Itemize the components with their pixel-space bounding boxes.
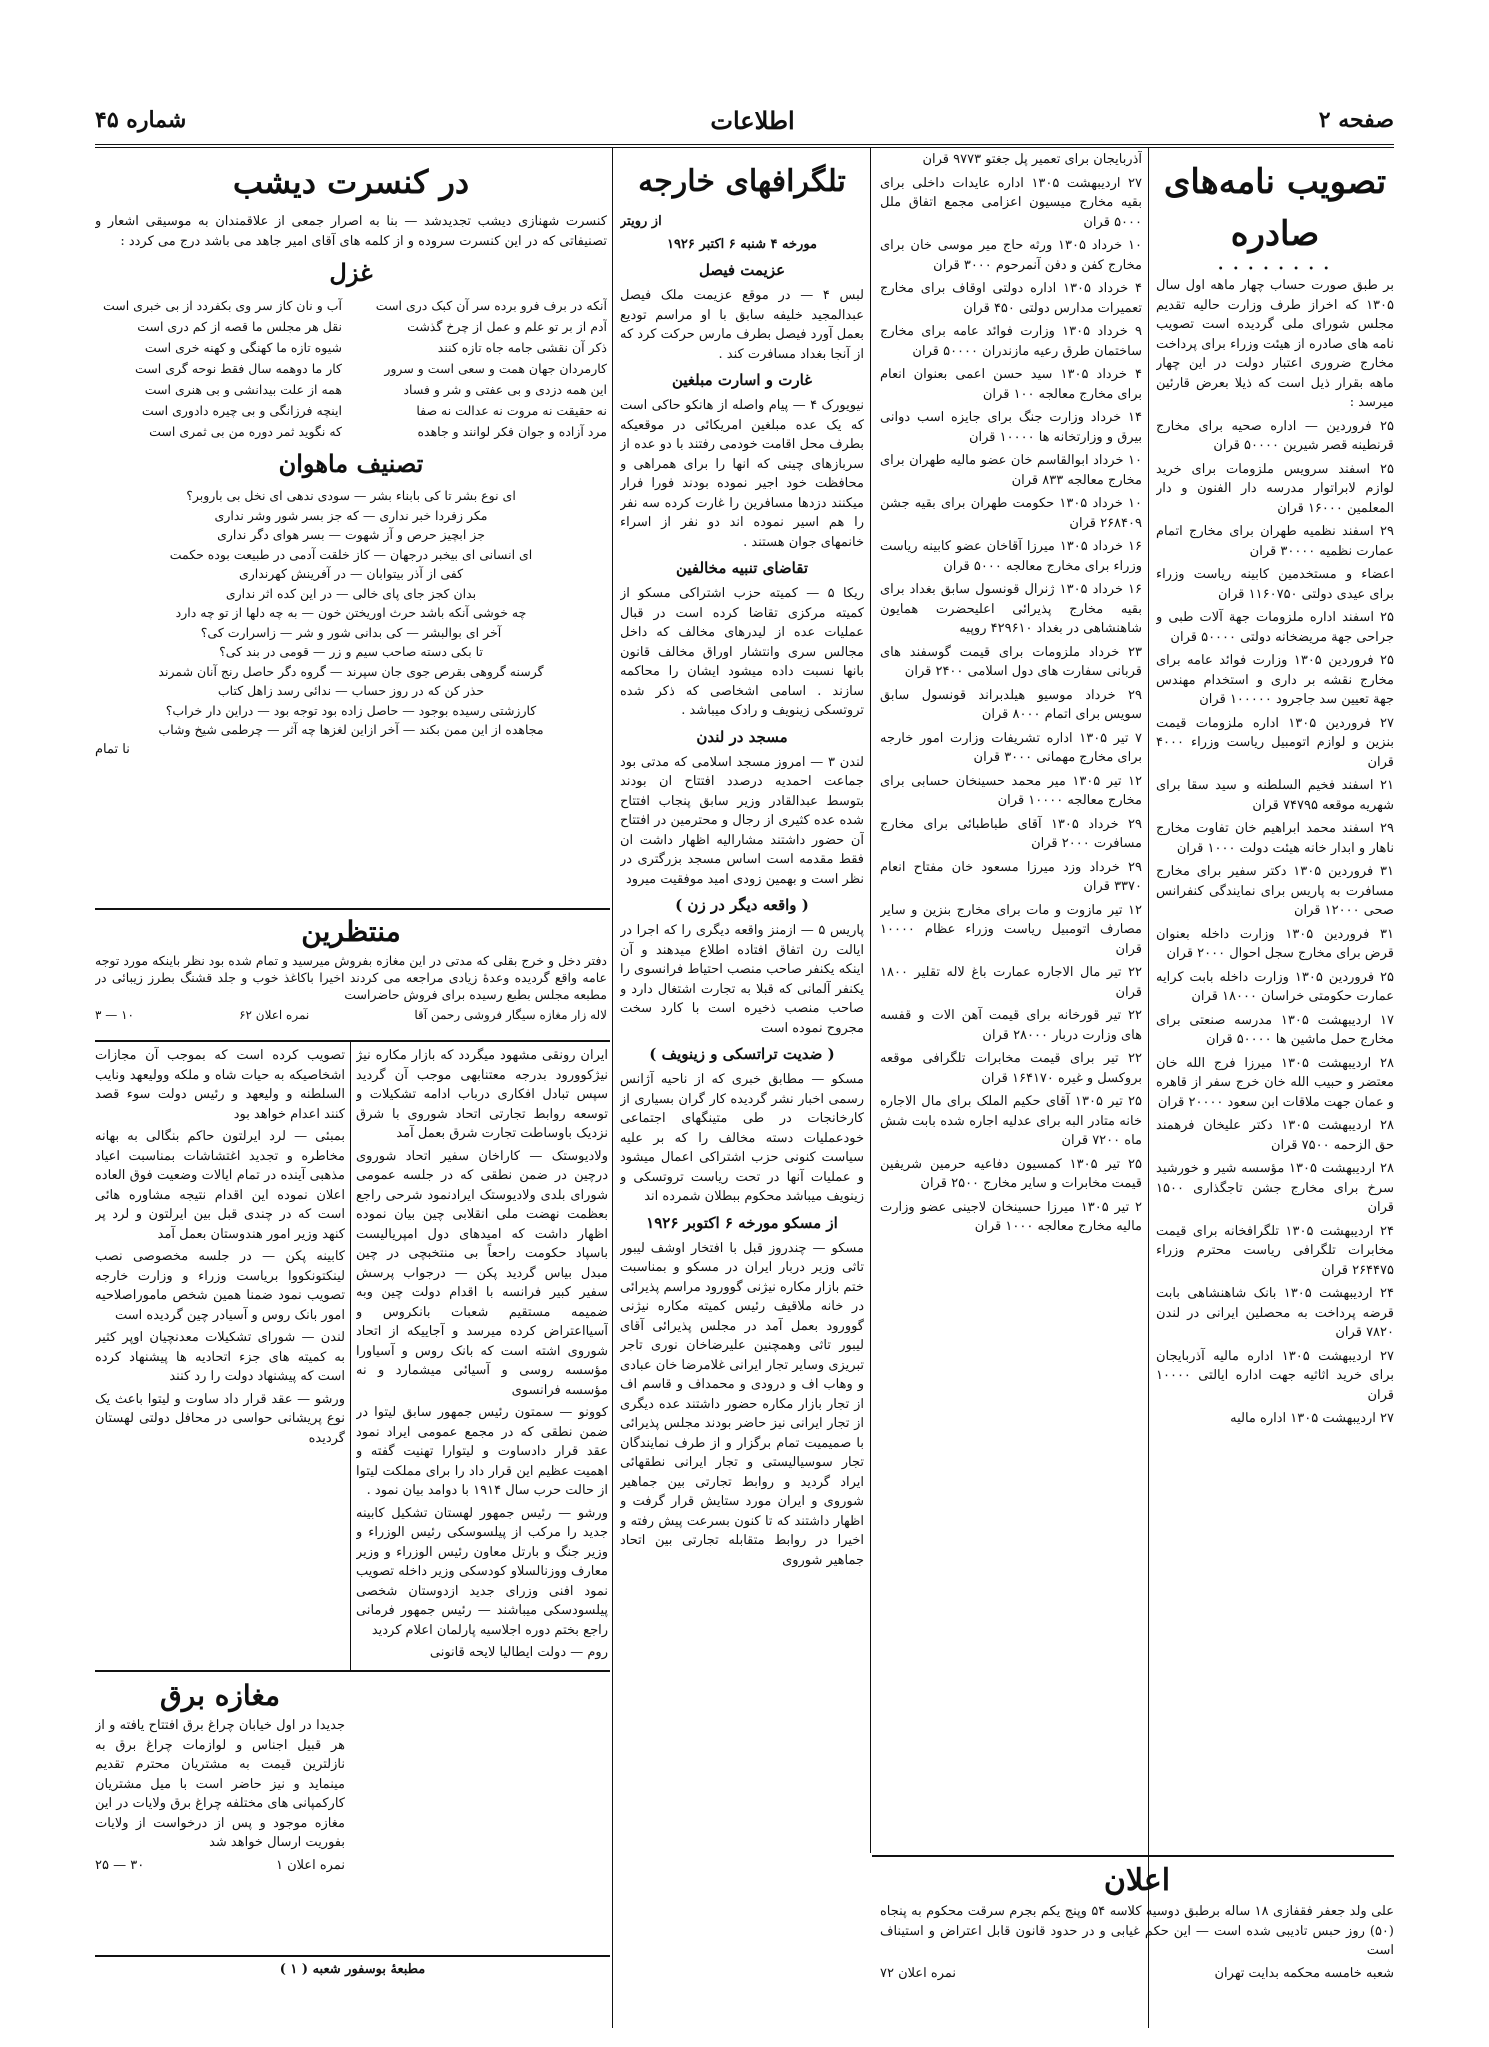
resolution-entry: ۲۱ اسفند فخیم السلطنه و سید سقا برای شهریه موقعه ۷۴۷۹۵ قران bbox=[1156, 778, 1394, 813]
ghazal-hemistich: کارمردان جهان همت و سعی است و سرور bbox=[384, 361, 607, 376]
resolution-entry: ۲۸ اردیبهشت ۱۳۰۵ مؤسسه شیر و خورشید سرخ برای مخارج جشن تاجگذاری ۱۵۰۰ قران bbox=[1156, 1161, 1394, 1215]
shop-ad-number: نمره اعلان ۱ bbox=[275, 1857, 345, 1873]
shop-title: مغازه برق bbox=[160, 1679, 280, 1712]
telegram-text: پاریس ۵ — ازمنز واقعه دیگری را که اجرا در ایالت رن اتفاق افتاده اطلاع میدهند و آن اینکه یکنفر صاحب منصب احتیاط فرانسوی را یکنفر آلمانی که قبلا به تجارت اشتغال دارد و صاحب منصب ذخیره است با کارد سخت مجروح نموده است bbox=[620, 923, 864, 1036]
resolution-entry: ۹ خرداد ۱۳۰۵ وزارت فوائد عامه برای مخارج ساختمان طرق رعیه مازندران ۵۰۰۰۰ قران bbox=[880, 324, 1142, 359]
tasnif-line: تا بکی دسته صاحب سیم و زر — قومی در بند کی؟ bbox=[219, 644, 483, 659]
telegram-text: نیویورک ۴ — پیام واصله از هانکو حاکی است که یک عده مبلغین امریکائی در موقعیکه بطرف محل اقامت خودمی رفتند با دو عده از سربازهای چینی که انها را برای همراهی و محافظت خود اجیر نموده بودند فورا فرار میکنند دزدها مسافرین را غارت کرده سه نفر را هم اسیر نموده اند دو نفر از اسراء خانمهای جوان هستند . bbox=[620, 398, 864, 550]
tasnif-line: آخر ای بوالبشر — کی بدانی شور و شر — زاسرارت کی؟ bbox=[200, 624, 502, 640]
column-resolutions-continued bbox=[880, 150, 1142, 1850]
section-rule bbox=[95, 1040, 610, 1042]
telegram-text: مسکو — مطابق خبری که از ناحیه آژانس رسمی اخبار نشر گردیده کار گران بسیاری از کارخانجات در طی متینگهای اجتماعی خودعملیات دسته مخالف را که بر علیه سیاست کنونی حزب اشتراکی اعمال میشود و عملیات آنها در تحت ریاست تروتسکی و زینویف میباشد محکوم ببطلان شمرده اند bbox=[620, 1072, 864, 1204]
resolution-entry: ۲۷ اردیبهشت ۱۳۰۵ اداره مالیه آذربایجان برای خرید اثاثیه جهت اداره ایالتی ۱۰۰۰۰ قران bbox=[1156, 1348, 1394, 1403]
resolution-entry: ۲۲ تیر برای قیمت مخابرات تلگرافی موقعه بروکسل و غیره ۱۶۴۱۷۰ قران bbox=[880, 1051, 1142, 1086]
ghazal-hemistich: مرد آزاده و جوان فکر لوانند و جاهده bbox=[417, 424, 607, 439]
news-paragraph: کوونو — سمتون رئیس جمهور سابق لیتوا در ضمن نطقی که در مجمع عمومی ایراد نمود عقد قرار دادساوت و لیتوارا تهنیت گفته و اهمیت عظیم این قرار داد را برای مملکت لیتوا از حالت حرب سال ۱۹۱۴ با دوامد بیان نمود . bbox=[356, 1405, 608, 1498]
resolution-entry: ۲۹ خرداد ۱۳۰۵ آقای طباطبائی برای مخارج مسافرت ۲۰۰۰ قران bbox=[880, 816, 1142, 851]
waiting-shop: لاله زار مغازه سیگار فروشی رحمن آقا bbox=[414, 1008, 607, 1022]
telegram-text: ریکا ۵ — کمیته حزب اشتراکی مسکو از کمیته مرکزی تقاضا کرده است در قبال عملیات عده از لیدرهای مخالف که داخل مجالس سری وانتشار اوراق مخالف قانون بانها نسبت داده میشود ایشان را محاکمه سازند . اسامی اشخاصی که ذکر شده تروتسکی زینویف و رادک میباشد . bbox=[620, 586, 864, 718]
resolution-entry: ۱۷ اردیبهشت ۱۳۰۵ مدرسه صنعتی برای مخارج حمل ماشین ها ۵۰۰۰۰ قران bbox=[1156, 1012, 1394, 1047]
telegrams-title: تلگرافهای خارجه bbox=[638, 164, 846, 199]
court-notice bbox=[880, 1860, 1394, 1990]
resolution-entry: ۱۰ خرداد ۱۳۰۵ ورثه حاج میر موسی خان برای مخارج کفن و دفن آنمرحوم ۳۰۰۰ قران bbox=[880, 238, 1142, 273]
column-news-continued bbox=[356, 1046, 608, 1956]
telegram-heading: ( ضدیت تراتسکی و زینویف ) bbox=[649, 1045, 835, 1063]
shop-text: جدیدا در اول خیابان چراغ برق افتتاح یافته و از هر قبیل اجناس و لوازمات چراغ برق به نازلترین قیمت به مشتریان محترم تقدیم مینماید و نیز حاضر است با میل مشتریان کارکمپانی های مختلفه چراغ برق ولایات در این مغازه موجود و پس از درخواست از ولایات بفوریت ارسال خواهد شد bbox=[95, 1718, 345, 1850]
resolution-entry: ۱۴ خرداد وزارت جنگ برای جایزه اسب دوانی بیرق و وزارتخانه ها ۱۰۰۰۰ قران bbox=[880, 410, 1142, 445]
waiting-ad bbox=[95, 912, 607, 1036]
telegram-heading: غارت و اسارت مبلغین bbox=[671, 371, 813, 389]
ghazal-hemistich: آب و نان کاز سر وی بکفردد از بی خبری است bbox=[102, 298, 342, 313]
resolution-entry: ۲۴ اردیبهشت ۱۳۰۵ بانک شاهنشاهی بابت قرضه پرداخت به محصلین ایرانی در لندن ۷۸۲۰ قران bbox=[1156, 1286, 1394, 1340]
column-concert bbox=[95, 150, 607, 902]
ghazal-hemistich: آنکه در برف فرو برده سر آن کبک دری است bbox=[375, 298, 607, 313]
resolution-entry: ۷ تیر ۱۳۰۵ اداره تشریفات وزارت امور خارجه برای مخارج مهمانی ۳۰۰۰ قران bbox=[880, 730, 1142, 765]
ghazal-hemistich: کار ما دوهمه سال فقط نوحه گری است bbox=[135, 361, 342, 376]
resolution-entry: ۱۶ خرداد ۱۳۰۵ ژنرال قونسول سابق بغداد برای بقیه مخارج پذیرائی اعلیحضرت همایون شاهنشاهی در بغداد ۴۲۹۶۱۰ روپیه bbox=[880, 582, 1142, 636]
waiting-title: منتظرین bbox=[301, 915, 401, 948]
news-paragraph: کابینه پکن — در جلسه مخصوصی نصب لینکتونکووا بریاست وزراء و وزارت خارجه تصویب نمود ضمنا همین شخص ماموراصلاحیه امور بانک روس و آسیادر چین گردیده است bbox=[95, 1249, 345, 1323]
telegram-source: از رویتر bbox=[620, 214, 662, 229]
resolution-entry: ۳۱ فروردین ۱۳۰۵ دکتر سفیر برای مخارج مسافرت به پاریس برای نمایندگی کنفرانس صحی ۱۲۰۰۰ قران bbox=[1156, 864, 1394, 918]
tasnif-lines bbox=[95, 486, 607, 740]
resolution-entry: ۴ خرداد ۱۳۰۵ سید حسن اعمی بعنوان انعام برای مخارج معالجه ۱۰۰ قران bbox=[880, 367, 1142, 402]
resolution-entry: بر طبق صورت حساب چهار ماهه اول سال ۱۳۰۵ که اخراز طرف وزارت حالیه تقدیم مجلس شورای ملی گردیده است تصویب نامه های صادره از هیئت وزراء برای پرداخت مخارج ضروری اعتبار دولت در این چهار ماهه بقرار ذیل است که ذیلا بعرض قارئین میرسد : bbox=[1156, 278, 1394, 410]
telegram-heading: ( واقعه دیگر در زن ) bbox=[675, 896, 809, 914]
news-paragraph: ولادیوستک — کاراخان سفیر اتحاد شوروی درچین در ضمن نطقی که در جلسه عمومی شورای بلدی ولادیوستک ایرادنمود شرحی راجع بعظمت نهضت ملی انقلابی چین بیان نموده اظهار داشت که امیدهای دول امپریالیست باسپاد حکومت راحعاً بی منتخبچی در چین مبدل بیاس گردید پکن — درجواب پرسش سفیر کبیر فرانسه با اقدام دولت چین وبه ضمیمه مستقیم شعبات بانکروس و آسیااعتراض کرده میرسد و آجاییکه از اتحاد شوروی اشته است که بانک روس و آسیاورا مؤسسه روسی و آسیائی میشمارد و نه مؤسسه فرانسوی bbox=[356, 1148, 608, 1398]
waiting-ad-number: نمره اعلان ۶۲ bbox=[239, 1008, 310, 1022]
resolution-entry: آذربایجان برای تعمیر پل جغتو ۹۷۷۳ قران bbox=[922, 152, 1142, 167]
resolution-entry: ۱۶ خرداد ۱۳۰۵ میرزا آقاخان عضو کابینه ریاست وزراء برای مخارج معالجه ۵۰۰۰ قران bbox=[880, 539, 1142, 574]
news-paragraph: روم — دولت ایطالیا لایحه قانونی bbox=[429, 1645, 608, 1660]
telegram-heading: تقاضای تنبیه مخالفین bbox=[675, 559, 808, 577]
ghazal-poem bbox=[95, 295, 607, 442]
resolution-entry: ۲۷ اردیبهشت ۱۳۰۵ اداره مالیه bbox=[1230, 1411, 1394, 1426]
notice-signature: شعبه خامسه محکمه بدایت تهران bbox=[1214, 1965, 1394, 1981]
resolution-entry: ۲۵ تیر ۱۳۰۵ کمسیون دفاعیه حرمین شریفین قیمت مخابرات و سایر مخارج ۲۵۰۰ قران bbox=[880, 1156, 1142, 1191]
resolution-entry: ۲۹ خرداد وزد میرزا مسعود خان مفتاح انعام ۳۳۷۰ قران bbox=[880, 859, 1142, 894]
telegram-heading: از مسکو مورخه ۶ اکتوبر ۱۹۲۶ bbox=[646, 1213, 838, 1232]
tasnif-line: کفی از آذر بیتوابان — در آفرینش کهرنداری bbox=[238, 566, 464, 581]
tasnif-line: بدان کجز جای پای خالی — در این کده اثر نداری bbox=[225, 585, 477, 601]
ghazal-heading: غزل bbox=[329, 258, 373, 287]
to-be-continued: نا تمام bbox=[95, 741, 130, 757]
news-paragraph: ورشو — رئیس جمهور لهستان تشکیل کابینه جدید را مرکب از پیلسوسکی رئیس الوزراء و وزیر جنگ و بارتل معاون رئیس الوزراء و وزیر معارف ووزنالسلاو کودسکی وزیر داخله تصویب نمود افنی وزرای جدید ازدوستان شخصی پیلسودسکی میباشند — رئیس جمهور فرمانی راجع بختم دوره اجلاسیه پارلمان اعلام کردید bbox=[356, 1505, 608, 1638]
newspaper-name: اطلاعات bbox=[710, 105, 795, 135]
news-paragraph: لندن — شورای تشکیلات معدنچیان اوپر کثیر به کمیته های جزء اتحادیه ها پیشنهاد کرده است که پیشنهاد دولت را رد کنند bbox=[95, 1330, 345, 1384]
tasnif-line: گرسنه گروهی بقرص جوی جان سپرند — گروه دگر حاصل رنج آنان شمرند bbox=[158, 663, 544, 679]
news-paragraph: ورشو — عقد قرار داد ساوت و لیتوا باعث یک نوع پریشانی حواسی در محافل دولتی لهستان گردیده bbox=[95, 1391, 345, 1446]
notice-ad-number: نمره اعلان ۷۲ bbox=[880, 1965, 957, 1981]
tasnif-line: چه خوشی آنکه باشد حرث اوریختن خون — به چه دلها از تو چه دارد bbox=[175, 605, 527, 620]
ghazal-hemistich: ذکر آن نقشی جامه جاه تازه کنند bbox=[437, 340, 607, 355]
waiting-ad-range: ۱۰ — ۳ bbox=[95, 1008, 134, 1022]
waiting-text: دفتر دخل و خرج بقلی که مدتی در این مغازه بفروش میرسید و تمام شده بود نظر باینکه مورد توجه عامه واقع گردیده وعدۀ زیادی مراجعه می کردند اخیرا باکاغذ خوب و جلد قشنگ بطرز زیبائی در مطبعه مجلس بطبع رسیده برای فروش حاضراست bbox=[95, 953, 607, 1002]
telegram-text: لبس ۴ — در موقع عزیمت ملک فیصل عبدالمجید خلیفه سابق با او مراسم تودیع بعمل آورد فیصل بطرف مارس حرکت کرد که از آنجا بغداد مسافرت کند . bbox=[620, 288, 864, 362]
column-news-more bbox=[95, 1046, 345, 1666]
resolution-entry: ۲۲ تیر قورخانه برای قیمت آهن الات و قفسه های وزارت دربار ۲۸۰۰۰ قران bbox=[880, 1008, 1142, 1043]
resolution-entry: ۲۷ فروردین ۱۳۰۵ اداره ملزومات قیمت بنزین و لوازم اتومبیل ریاست وزراء ۴۰۰۰ قران bbox=[1156, 715, 1394, 770]
ghazal-hemistich: که نگوید ثمر دوره من بی ثمری است bbox=[149, 424, 342, 439]
resolution-entry: ۲۵ فروردین ۱۳۰۵ وزارت داخله بابت کرایه عمارت حکومتی خراسان ۱۸۰۰۰ قران bbox=[1156, 969, 1394, 1004]
notice-title: اعلان bbox=[1103, 1863, 1171, 1898]
resolution-entry: ۲۵ فروردین ۱۳۰۵ وزارت فوائد عامه برای مخارج نقشه بر داری و استخدام مهندس جهة تعیین سد جاجرود ۱۰۰۰۰۰ قران bbox=[1156, 653, 1394, 707]
resolution-entry: ۲۹ اسفند نظمیه طهران برای مخارج اتمام عمارت نظمیه ۳۰۰۰۰ قران bbox=[1156, 524, 1394, 559]
section-rule bbox=[95, 908, 610, 910]
tasnif-line: مجاهده از این ممن بکند — آخر ازاین لغزها چه آثر — چرطمی شیخ وشاب bbox=[158, 722, 544, 737]
ghazal-hemistich: آدم از بر تو علم و عمل از چرخ گذشت bbox=[407, 319, 607, 334]
resolution-entry: ۲۳ خرداد ملزومات برای قیمت گوسفند های قربانی سفارت های دول اسلامی ۲۴۰۰ قران bbox=[880, 644, 1142, 679]
resolution-entry: اعضاء و مستخدمین کابینه ریاست وزراء برای عیدی دولتی ۱۱۶۰۷۵۰ قران bbox=[1156, 567, 1394, 602]
telegram-text: لندن ۳ — امروز مسجد اسلامی که مدتی بود جماعت احمدیه درصدد افتتاح ان بودند بتوسط عبدالقادر وزیر سابق پنجاب افتتاح شده عده کثیری از رجال و محترمین در افتتاح آن حضور داشتند مشارالیه اظهار داشت ان فقط مقدمه است اساس مسجد بزرگتری در نظر است و بهمین زودی امید موفقیت میرود bbox=[620, 754, 864, 887]
resolution-entry: ۲ تیر ۱۳۰۵ میرزا حسینخان لاجینی عضو وزارت مالیه مخارج معالجه ۱۰۰۰ قران bbox=[880, 1199, 1142, 1234]
resolution-entry: ۱۰ خرداد ۱۳۰۵ حکومت طهران برای بقیه جشن ۲۶۸۴۰۹ قران bbox=[880, 496, 1142, 531]
tasnif-line: حذر کن که در روز حساب — ندائی رسد زاهل کتاب bbox=[217, 683, 485, 698]
resolution-entry: ۴ خرداد ۱۳۰۵ اداره دولتی اوقاف برای مخارج تعمیرات مدارس دولتی ۴۵۰ قران bbox=[880, 281, 1142, 316]
column-rule bbox=[350, 1040, 351, 1670]
shop-ad-range: ۳۰ — ۲۵ bbox=[95, 1857, 145, 1873]
concert-title: در کنسرت دیشب bbox=[232, 163, 470, 201]
resolution-entry: ۲۹ خرداد موسیو هیلدبراند قونسول سابق سویس برای اتمام ۸۰۰۰ قران bbox=[880, 687, 1142, 722]
resolution-entry: ۲۷ اردیبهشت ۱۳۰۵ اداره عایدات داخلی برای بقیه مخارج میسیون اعزامی مجمع اتفاق ملل ۵۰۰۰ قران bbox=[880, 175, 1142, 230]
column-foreign-telegrams bbox=[620, 150, 864, 2030]
telegram-heading: عزیمت فیصل bbox=[698, 261, 786, 279]
resolution-entry: ۲۵ اسفند سرویس ملزومات برای خرید لوازم لابراتوار مدرسه دار الفنون و دار المعلمین ۱۶۰۰۰ قران bbox=[1156, 461, 1394, 516]
ghazal-hemistich: اینچه فرزانگی و بی چیره دادوری است bbox=[141, 403, 342, 418]
resolution-entry: ۳۱ فروردین ۱۳۰۵ وزارت داخله بعنوان قرض برای مخارج سجل احوال ۲۰۰۰ قران bbox=[1156, 926, 1394, 961]
resolution-entry: ۲۵ تیر ۱۳۰۵ آقای حکیم الملک برای مال الاجاره خانه متادر البه برای عدلیه اجاره شده بابت شش ماه ۷۲۰۰ قران bbox=[880, 1094, 1142, 1148]
ghazal-hemistich: نه حقیقت نه مروت نه عدالت نه صفا bbox=[416, 403, 607, 418]
column-rule bbox=[1148, 148, 1149, 2028]
column-rule bbox=[612, 148, 613, 2028]
notice-text: علی ولد جعفر فقفازی ۱۸ ساله برطبق دوسیه کلاسه ۵۴ وپنج یکم بجرم سرقت محکوم به پنجاه (۵۰) روز حبس تادیبی شده است — این حکم غیابی و در حدود قانون قابل اعتراض و استیناف است bbox=[880, 1904, 1394, 1958]
telegram-date: مورخه ۴ شنبه ۶ اکتبر ۱۹۲۶ bbox=[666, 236, 818, 252]
concert-intro: کنسرت شهنازی دیشب تجدیدشد — بنا به اصرار جمعی از علاقمندان به موسیقی اشعار و تصنیفاتی که در این کنسرت سروده و از کلمه های آقای امیر جاهد می باشد درج می کردد : bbox=[95, 214, 607, 249]
issue-number: شماره ۴۵ bbox=[95, 107, 187, 133]
tasnif-line: ای نوع بشر تا کی بابناء بشر — سودی ندهی ای نخل بی باروبر؟ bbox=[186, 488, 516, 503]
ghazal-hemistich: همه از علت بیدانشی و بی هنری است bbox=[144, 382, 342, 397]
ghazal-hemistich: شیوه تازه ما کهنگی و کهنه خری است bbox=[144, 340, 342, 355]
tasnif-line: ای انسانی ای بیخبر درجهان — کاز خلقت آدمی در طبیعت بوده حکمت bbox=[169, 546, 533, 562]
resolution-entry: ۲۵ فروردین — اداره صحیه برای مخارج قرنطینه قصر شیرین ۵۰۰۰۰ قران bbox=[1156, 418, 1394, 453]
electric-shop-ad bbox=[95, 1676, 345, 1952]
resolutions-title: تصویب نامه‌های صادره bbox=[1163, 162, 1387, 254]
resolution-entry: ۲۲ تیر مال الاجاره عمارت باغ لاله تقلیر ۱۸۰۰ قران bbox=[880, 965, 1142, 1000]
tasnif-line: مکر زفردا خبر نداری — که جز بسر شور وشر نداری bbox=[214, 507, 488, 523]
news-paragraph: ایران رونقی مشهود میگردد که بازار مکاره نیژ نیژکوورود بدرجه معتنابهی موجب آن گردید سپس تبادل افکاری درباب ادامه تشکیلات و توسعه روابط تجارتی اتحاد شوروی با شرق نزدیک باوساطت تجارت شرق بعمل آمد bbox=[356, 1048, 608, 1141]
resolution-entry: ۲۹ اسفند محمد ابراهیم خان تفاوت مخارج ناهار و ابدار خانه هیئت دولت ۱۰۰۰ قران bbox=[1156, 821, 1394, 856]
column-rule bbox=[870, 148, 871, 1853]
page-number: صفحه ۲ bbox=[1318, 107, 1394, 133]
tasnif-heading: تصنیف ماهوان bbox=[278, 449, 424, 478]
resolution-entry: ۲۴ اردیبهشت ۱۳۰۵ تلگرافخانه برای قیمت مخابرات تلگرافی ریاست محترم وزراء ۲۶۴۴۷۵ قران bbox=[1156, 1223, 1394, 1278]
ghazal-hemistich: این همه دزدی و بی عفتی و شر و فساد bbox=[403, 382, 607, 397]
title-ornament: • • • • • • • • bbox=[1217, 264, 1333, 275]
column-resolutions bbox=[1156, 150, 1394, 1855]
tasnif-line: کارزشتی رسیده بوجود — حاصل زاده بود توجه بود — دراین دار خراب؟ bbox=[165, 702, 537, 718]
page-header bbox=[95, 96, 1394, 148]
resolution-entry: ۱۲ تیر مازوت و مات برای مخارج بنزین و سایر مصارف اتومبیل ریاست وزراء عظام ۱۰۰۰۰ قران bbox=[880, 902, 1142, 957]
section-rule bbox=[872, 1855, 1394, 1857]
tasnif-line: جز ابچیز حرص و آز شهوت — بسر هوای دگر نداری bbox=[217, 527, 485, 542]
telegram-heading: مسجد در لندن bbox=[696, 727, 788, 746]
resolution-entry: ۲۸ اردیبهشت ۱۳۰۵ میرزا فرج الله خان معتضر و حبیب الله خان خرج سفر از قاهره و عمان جهت ملاقات ابن سعود ۲۰۰۰۰ قران bbox=[1156, 1055, 1394, 1110]
ghazal-hemistich: نقل هر مجلس ما قصه از کم دری است bbox=[137, 319, 342, 334]
resolution-entry: ۱۰ خرداد ابوالقاسم خان عضو مالیه طهران برای مخارج معالجه ۸۳۳ قران bbox=[880, 453, 1142, 488]
resolution-entry: ۱۲ تیر ۱۳۰۵ میر محمد حسینخان حسابی برای مخارج معالجه ۱۰۰۰۰ قران bbox=[880, 773, 1142, 808]
printer-footer: مطبعۀ بوسفور شعبه ( ۱ ) bbox=[279, 1962, 426, 1977]
resolution-entry: ۲۵ اسفند اداره ملزومات جهة آلات طبی و جراحی جهة مریضخانه دولتی ۵۰۰۰۰ قران bbox=[1156, 610, 1394, 645]
telegram-text: مسکو — چندروز قبل با افتخار اوشف لیبور تاثی وزیر دربار ایران در مسکو و بمناسبت ختم بازار مکاره نیژنی گوورود مراسم پذیرائی در خانه ملاقیف رئیس کمیته مکاره نیژنی گوورود بعمل آمد در مجلس پذیرائی آقای لیبور تاثی وهمچنین علیرضاخان نوری تاجر تبریزی وسایر تجار ایرانی غلامرضا خان عبادی و وهاب اف و درودی و محمداف و قاسم اف از تجار بازار مکاره حضور داشتند عده دیگری از تجار ایرانی نیز حاضر بودند مجلس پذیرائی با صمیمیت تمام برگزار و از طرف نمایندگان تجار سوسیالیستی و تجار ایرانی نطقهائی ایراد گردید و روابط تجارتی بین جماهیر شوروی و ایران مورد ستایش قرار گرفت و اظهار داشتند که تا کنون بسرعت پیش رفته و اخیرا در روابط متقابله تجارتی بین اتحاد جماهیر شوروی bbox=[620, 1240, 864, 1568]
resolution-entry: ۲۸ اردیبهشت ۱۳۰۵ دکتر علیخان فرهمند حق الزحمه ۷۵۰۰ قران bbox=[1156, 1118, 1394, 1153]
news-paragraph: تصویب کرده است که بموجب آن مجازات اشخاصیکه به حیات شاه و ملکه وولیعهد ونایب السلطنه و ولیعهد و رئیس دولت سوء قصد کنند اعدام خواهد بود bbox=[95, 1048, 345, 1122]
news-paragraph: بمبئی — لرد ایرلتون حاکم بنگالی به بهانه مخاطره و تجدید اغتشاشات بمناسبت اعیاد مذهبی آینده در تمام ایالات وضعیت فوق العاده اعلان نموده این اقدام نتیجه مشاوره هائی است که در چندی قبل بین ایرلتون و لرد پر کنهد وزیر امور هندوستان بعمل آمد bbox=[95, 1129, 345, 1242]
